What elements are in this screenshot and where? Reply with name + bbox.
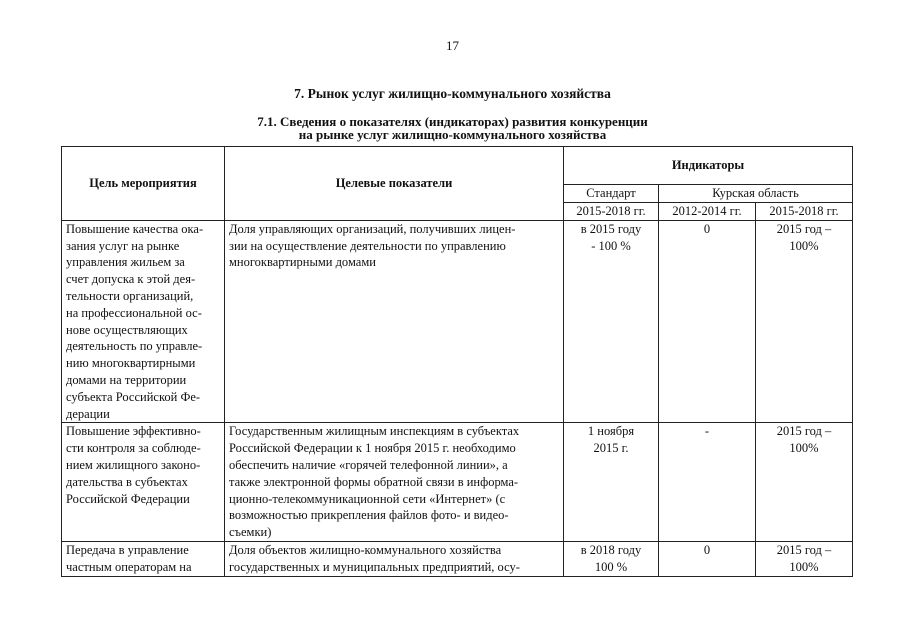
period1-cell: - bbox=[659, 423, 756, 542]
header-indicators: Индикаторы bbox=[564, 147, 853, 185]
period2-cell: 2015 год – 100% bbox=[756, 541, 853, 576]
subsection-title bbox=[0, 115, 905, 141]
period1-cell: 0 bbox=[659, 220, 756, 423]
header-region: Курская область bbox=[659, 185, 853, 203]
header-targets: Целевые показатели bbox=[225, 147, 564, 221]
target-cell: Доля объектов жилищно-коммунального хозяйства государственных и муниципальных предприятий, осу- bbox=[225, 541, 564, 576]
header-goal: Цель мероприятия bbox=[62, 147, 225, 221]
header-period-2012-2014: 2012-2014 гг. bbox=[659, 203, 756, 221]
section-title: 7. Рынок услуг жилищно-коммунального хозяйства bbox=[294, 86, 611, 101]
period2-cell: 2015 год – 100% bbox=[756, 220, 853, 423]
indicators-table bbox=[61, 146, 853, 577]
table-row bbox=[62, 423, 853, 542]
goal-cell: Повышение качества ока- зания услуг на рынке управления жильем за счет допуска к этой дея- тельности организаций, на профессиональной ос- нове осуществляющих деятельность по управле- нию многоквартирными домами на территории субъекта Российской Фе- дерации bbox=[62, 220, 225, 423]
header-standard-period: 2015-2018 гг. bbox=[564, 203, 659, 221]
table-row bbox=[62, 220, 853, 423]
target-cell: Государственным жилищным инспекциям в субъектах Российской Федерации к 1 ноября 2015 г. необходимо обеспечить наличие «горячей телефонной линии», а также электронной формы обратной связи в информа- ционно-телекоммуникационной сети «Интернет» (с возможностью прикрепления файлов фото- и видео- съемки) bbox=[225, 423, 564, 542]
period1-cell: 0 bbox=[659, 541, 756, 576]
header-standard: Стандарт bbox=[564, 185, 659, 203]
standard-cell: в 2015 году - 100 % bbox=[564, 220, 659, 423]
page-number: 17 bbox=[446, 38, 459, 53]
table-row bbox=[62, 541, 853, 576]
standard-cell: в 2018 году 100 % bbox=[564, 541, 659, 576]
subsection-title-line1: 7.1. Сведения о показателях (индикаторах) развития конкуренции bbox=[257, 114, 648, 129]
goal-cell: Передача в управление частным операторам на bbox=[62, 541, 225, 576]
standard-cell: 1 ноября 2015 г. bbox=[564, 423, 659, 542]
goal-cell: Повышение эффективно- сти контроля за соблюде- нием жилищного законо- дательства в субъектах Российской Федерации bbox=[62, 423, 225, 542]
period2-cell: 2015 год – 100% bbox=[756, 423, 853, 542]
target-cell: Доля управляющих организаций, получивших лицен- зии на осуществление деятельности по управлению многоквартирными домами bbox=[225, 220, 564, 423]
subsection-title-line2: на рынке услуг жилищно-коммунального хозяйства bbox=[298, 127, 607, 142]
header-period-2015-2018: 2015-2018 гг. bbox=[756, 203, 853, 221]
